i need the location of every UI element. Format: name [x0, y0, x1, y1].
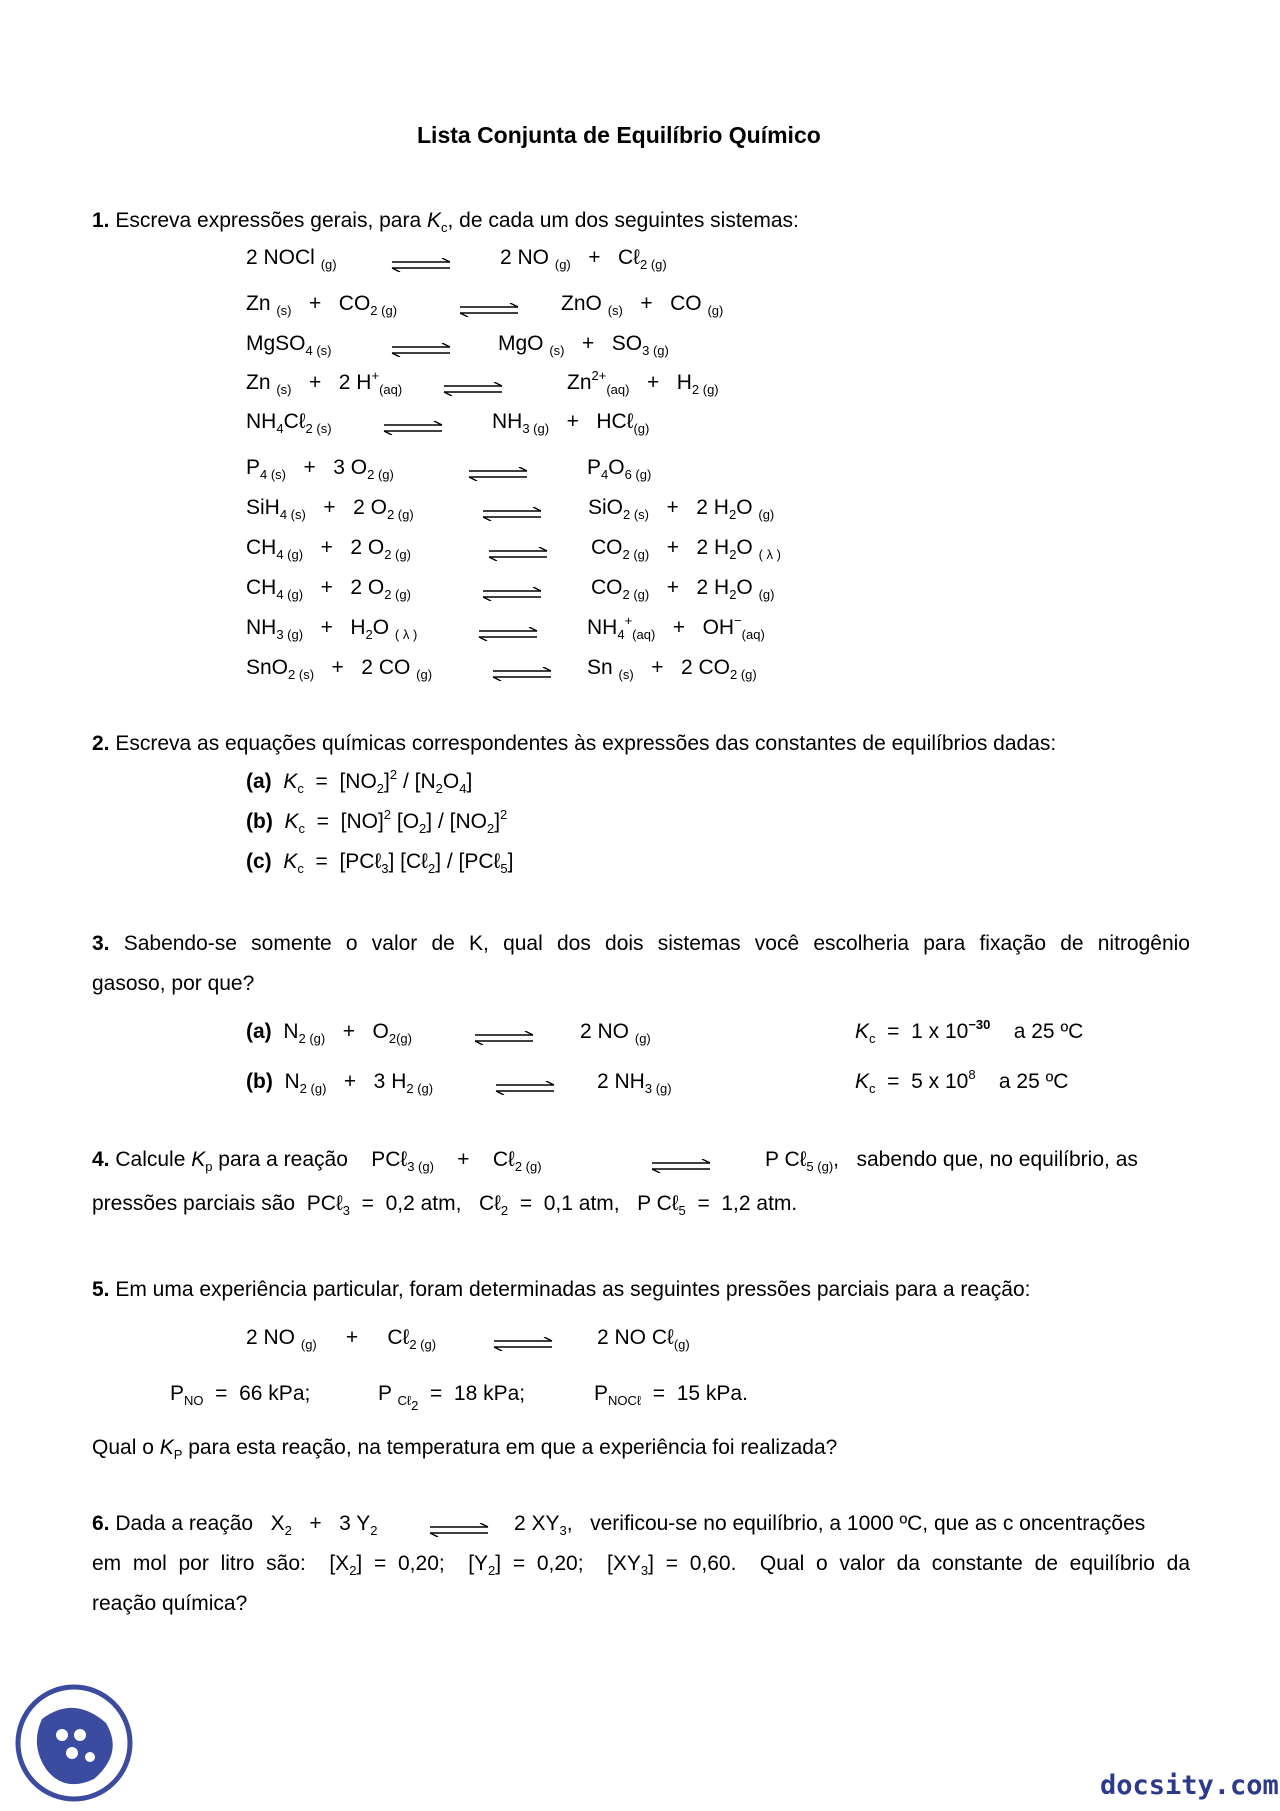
q1-eq9-right: $CO_{2 (g)} + 2$ $H_2O$ $_{(g)}$ — [591, 576, 775, 602]
q5-eq-right: 2 NO Cℓ$_{(g)}$ — [597, 1326, 690, 1352]
q1-ksub: c — [441, 220, 448, 235]
q1-eq9: $CH_{4 (g)} + 2$ $O_{2 (g)}$ — [246, 576, 411, 602]
equilibrium-arrow-icon — [650, 1159, 712, 1173]
docsity-brand[interactable]: docsity.com — [1100, 1770, 1279, 1801]
q1-eq5: $NH_4C\ell_{2 (s)}$ — [246, 410, 332, 436]
q1-eq3-right: MgO $_{(s)} + SO_{3 (g)}$ — [498, 332, 669, 358]
q5-pressures: $P_{NO} = 66$ kPa; — [170, 1382, 311, 1408]
q1-eq4: Zn $_{(s)}$ + 2 $H^+_{(aq)}$ — [246, 368, 403, 397]
q2-number: 2. — [92, 732, 110, 755]
q1-number: 1. — [92, 209, 110, 232]
q5-heading — [92, 1278, 1030, 1302]
q5-eq-left: 2 NO $_{(g)}$ + Cℓ$_{2 (g)}$ — [246, 1326, 437, 1352]
equilibrium-arrow-icon — [494, 1081, 556, 1095]
q6-line1-right: 2 $XY_3$, verificou-se no equilíbrio, a 1000 ºC, que as c oncentrações — [514, 1512, 1146, 1538]
q1-eq3: MgSO$_{4 (s)}$ — [246, 332, 332, 358]
equilibrium-arrow-icon — [491, 667, 553, 681]
q1-eq1: 2 NOCl $_{(g)}$ — [246, 246, 337, 272]
q3-a-k: $K_c = 1$ x $10^{-30}$ a 25 ºC — [855, 1017, 1084, 1046]
equilibrium-arrow-icon — [492, 1337, 554, 1351]
q5-question: Qual o $K_P$ para esta reação, na temperatura em que a experiência foi realizada? — [92, 1436, 838, 1462]
equilibrium-arrow-icon — [428, 1523, 490, 1537]
q3-line2: gasoso, por que? — [92, 972, 255, 995]
q1-eq7: SiH$_{4 (s)}$ + 2 $O_{2 (g)}$ — [246, 496, 414, 522]
q1-eq2-right: ZnO $_{(s)}$ + CO $_{(g)}$ — [561, 292, 724, 318]
q3-line1 — [92, 932, 1190, 956]
q1-heading — [92, 209, 799, 233]
q1-eq10-right: $NH_4^+_{(aq)} + OH^-_{(aq)}$ — [587, 613, 765, 642]
equilibrium-arrow-icon — [442, 382, 504, 396]
q2-c: (c) $K_c$ = [PCℓ$_3$] [Cℓ$_2$] / [PCℓ$_5$] — [246, 850, 514, 876]
q1-eq7-right: SiO$_{2 (s)}$ + 2 $H_2O$ $_{(g)}$ — [588, 496, 775, 522]
q5-pressure-cl2: P $_{C\ell 2}$ = 18 kPa; — [378, 1382, 526, 1413]
q6-line2: em mol por litro são: $[X_2] = 0,20$; $[Y_2] = 0,20$; $[XY_3] = 0,60$. Qual o valor da constante de equilíbrio da — [92, 1552, 1190, 1578]
equilibrium-arrow-icon — [477, 627, 539, 641]
q1-rest: , de cada um dos seguintes sistemas: — [447, 209, 799, 232]
q1-eq2: Zn $_{(s)} + CO_{2 (g)}$ — [246, 292, 398, 318]
q1-k: K — [427, 209, 442, 232]
q5-pressure-nocl: $P_{NOC\ell} = 15$ kPa. — [594, 1382, 748, 1408]
q1-eq5-right: $NH_{3 (g)}$ + HCℓ$_{(g)}$ — [492, 410, 650, 436]
q5-text: Em uma experiência particular, foram determinadas as seguintes pressões parciais para a reação: — [109, 1278, 1031, 1301]
q1-eq11-right: Sn $_{(s)}$ + 2 $CO_{2 (g)}$ — [587, 656, 757, 682]
q6-line1: 6. Dada a reação $X_2 + 3$ $Y_2$ — [92, 1512, 378, 1538]
q1-eq8-right: $CO_{2 (g)} + 2$ $H_2O$ $_{( \lambda )}$ — [591, 536, 781, 562]
equilibrium-arrow-icon — [473, 1031, 535, 1045]
q1-eq8: $CH_{4 (g)} + 2$ $O_{2 (g)}$ — [246, 536, 411, 562]
q3-number: 3. — [92, 932, 110, 955]
q3-text: Sabendo-se somente o valor de K, qual dos dois sistemas você escolheria para fixação de nitrogênio — [109, 932, 1190, 955]
q1-eq4-right: $Zn^{2+}_{(aq)} + H_{2 (g)}$ — [567, 368, 719, 397]
q3-b-left: (b) $N_{2 (g)} + 3$ $H_{2 (g)}$ — [246, 1070, 434, 1096]
q1-eq6: $P_{4 (s)} + 3$ $O_{2 (g)}$ — [246, 456, 394, 482]
q1-eq10: $NH_{3 (g)} + H_2O$ $_{( \lambda )}$ — [246, 616, 418, 642]
equilibrium-arrow-icon — [481, 507, 543, 521]
q3-a-right: 2 NO $_{(g)}$ — [580, 1020, 651, 1046]
equilibrium-arrow-icon — [487, 547, 549, 561]
q6-line3: reação química? — [92, 1592, 248, 1615]
q2-text: Escreva as equações químicas correspondentes às expressões das constantes de equilíbrios dadas: — [109, 732, 1057, 755]
q1-pre: Escreva expressões gerais, para — [109, 209, 427, 232]
q2-a: (a) $K_c = [NO_2]^2 / [N_2O_4]$ — [246, 767, 473, 796]
q3-b-k: $K_c = 5$ x $10^8$ a 25 ºC — [855, 1067, 1069, 1096]
q4-line1-right: P Cℓ$_{5 (g)}$, sabendo que, no equilíbrio, as — [765, 1148, 1138, 1174]
q4-line2: pressões parciais são PCℓ$_3$ = 0,2 atm, Cℓ$_2$ = 0,1 atm, P Cℓ$_5$ = 1,2 atm. — [92, 1192, 798, 1218]
q4-line1: 4. Calcule $K_p$ para a reação PCℓ$_{3 (g)}$ + Cℓ$_{2 (g)}$ — [92, 1148, 542, 1174]
q1-eq6-right: $P_4O_{6 (g)}$ — [587, 456, 652, 482]
q5-number: 5. — [92, 1278, 110, 1301]
equilibrium-arrow-icon — [458, 303, 520, 317]
equilibrium-arrow-icon — [390, 343, 452, 357]
equilibrium-arrow-icon — [481, 587, 543, 601]
equilibrium-arrow-icon — [467, 467, 529, 481]
q2-heading — [92, 732, 1056, 756]
equilibrium-arrow-icon — [382, 421, 444, 435]
q2-b: (b) $K_c = [NO]^2$ $[O_2] / [NO_2]^2$ — [246, 807, 508, 836]
q3-a-left: (a) $N_{2 (g)} + O_{2(g)}$ — [246, 1020, 412, 1046]
q1-eq1-right: 2 NO $_{(g)}$ + Cℓ$_{2 (g)}$ — [500, 246, 667, 272]
docsity-logo-icon — [14, 1683, 134, 1809]
q3-b-right: 2 $NH_{3 (g)}$ — [597, 1070, 672, 1096]
equilibrium-arrow-icon — [390, 258, 452, 272]
page-title: Lista Conjunta de Equilíbrio Químico — [417, 122, 821, 148]
q1-eq11: SnO$_{2 (s)}$ + 2 CO $_{(g)}$ — [246, 656, 433, 682]
